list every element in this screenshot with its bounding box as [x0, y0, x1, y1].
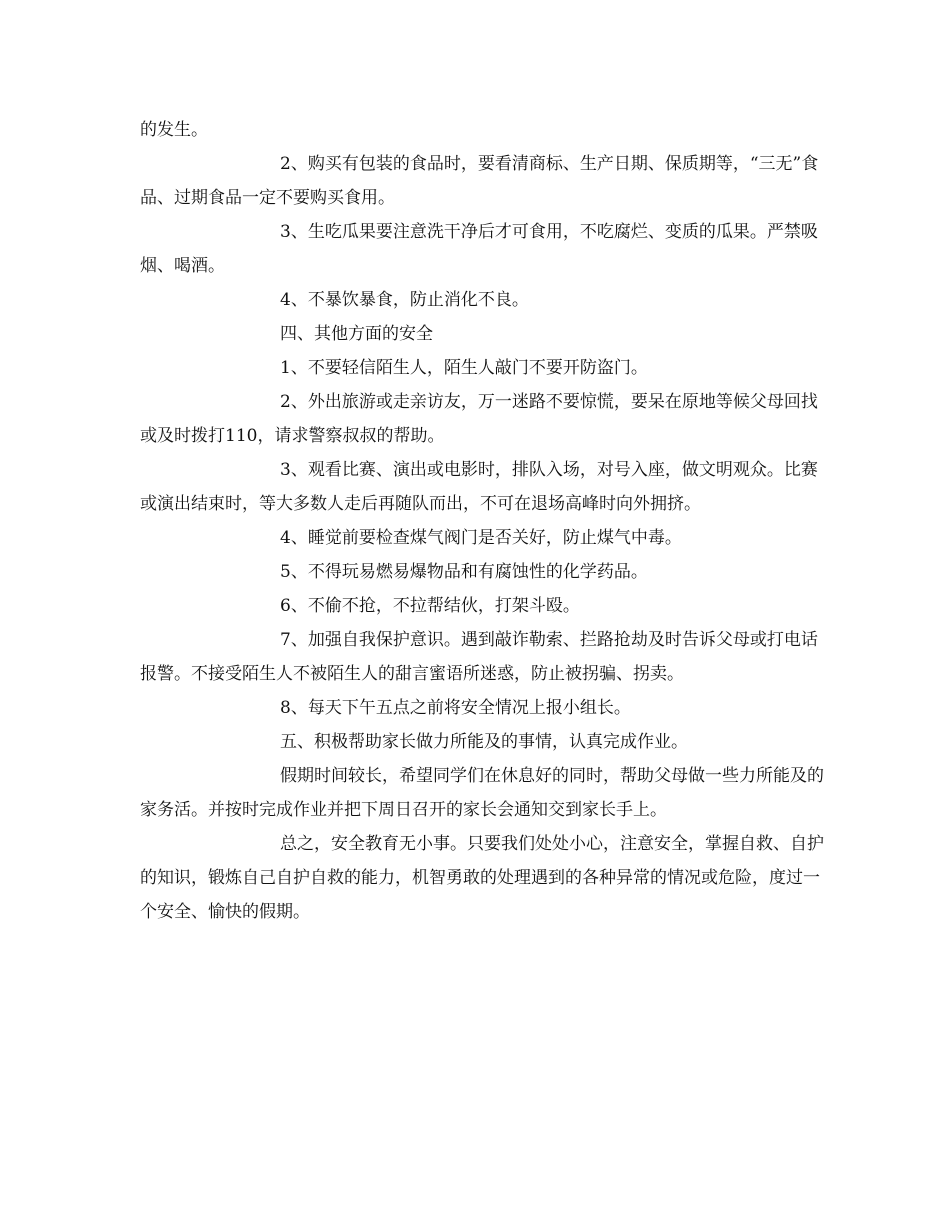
paragraph: 1、不要轻信陌生人，陌生人敲门不要开防盗门。: [280, 358, 648, 378]
paragraph: 4、睡觉前要检查煤气阀门是否关好，防止煤气中毒。: [280, 528, 682, 548]
paragraph: 总之，安全教育无小事。只要我们处处小心，注意安全，掌握自救、自护的知识，锻炼自己自护自救的能力，机智勇敢的处理遇到的各种异常的情况或危险，度过一个安全、愉快的假期。: [140, 834, 824, 922]
paragraph: 2、外出旅游或走亲访友，万一迷路不要惊慌，要呆在原地等候父母回找或及时拨打110，请求警察叔叔的帮助。: [140, 392, 818, 446]
paragraph: 假期时间较长，希望同学们在休息好的同时，帮助父母做一些力所能及的家务活。并按时完成作业并把下周日召开的家长会通知交到家长手上。: [140, 766, 824, 820]
document-body: [140, 113, 830, 929]
paragraph: 7、加强自我保护意识。遇到敲诈勒索、拦路抢劫及时告诉父母或打电话报警。不接受陌生人不被陌生人的甜言蜜语所迷惑，防止被拐骗、拐卖。: [140, 630, 818, 684]
paragraph: 4、不暴饮暴食，防止消化不良。: [280, 290, 529, 310]
paragraph: 8、每天下午五点之前将安全情况上报小组长。: [280, 698, 631, 718]
paragraph: 2、购买有包装的食品时，要看清商标、生产日期、保质期等，“三无”食品、过期食品一定不要购买食用。: [140, 154, 819, 208]
section-heading: 五、积极帮助家长做力所能及的事情，认真完成作业。: [280, 732, 688, 752]
paragraph: 的发生。: [140, 120, 208, 140]
paragraph: 6、不偷不抢，不拉帮结伙，打架斗殴。: [280, 596, 580, 616]
paragraph: 3、生吃瓜果要注意洗干净后才可食用，不吃腐烂、变质的瓜果。严禁吸烟、喝酒。: [140, 222, 818, 276]
paragraph: 5、不得玩易燃易爆物品和有腐蚀性的化学药品。: [280, 562, 648, 582]
section-heading: 四、其他方面的安全: [280, 324, 433, 344]
paragraph: 3、观看比赛、演出或电影时，排队入场，对号入座，做文明观众。比赛或演出结束时，等大多数人走后再随队而出，不可在退场高峰时向外拥挤。: [140, 460, 818, 514]
